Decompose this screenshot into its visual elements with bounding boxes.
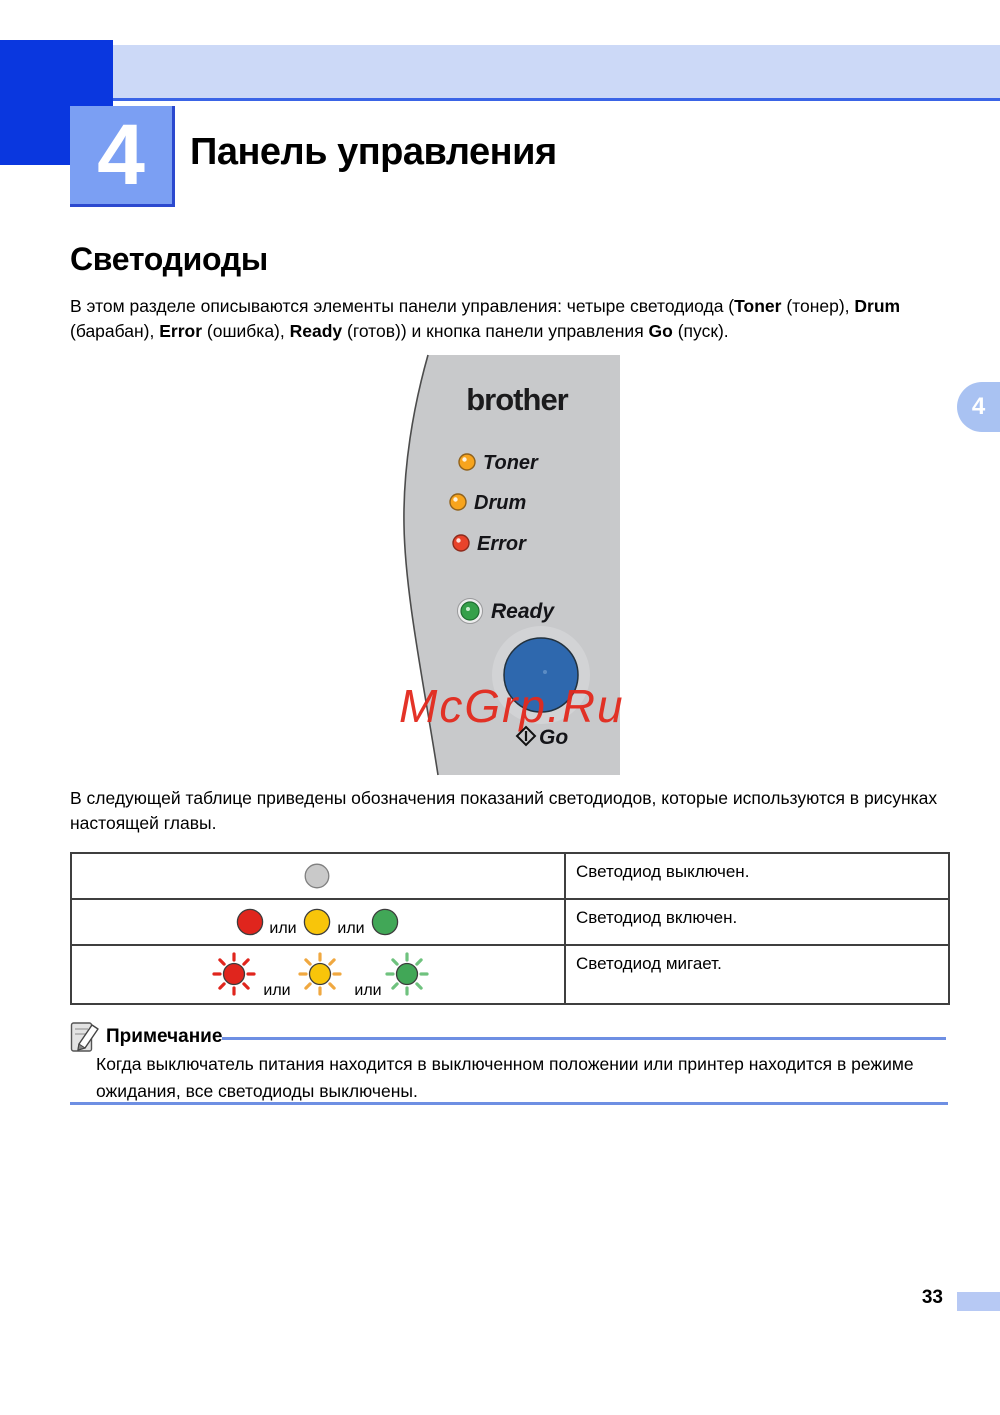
section-heading: Светодиоды [70,241,268,277]
chapter-number-box [70,106,175,207]
note-text: Когда выключатель питания находится в выключенном положении или принтер находится в режиме ожидания, все светодиоды выключены. [96,1054,914,1101]
led-state-meaning: Светодиод включен. [576,908,738,927]
footer-accent-bar [957,1292,1000,1311]
page-number: 33 [921,1287,943,1308]
intro-paragraph: В этом разделе описываются элементы панели управления: четыре светодиода (Toner (тонер), Drum (барабан), Error (ошибка), Ready (готов)) и кнопка панели управления Go (пуск). [70,296,901,341]
side-tab-label: 4 [971,393,986,420]
led-on-symbol-cell [72,900,566,944]
led-legend-table [70,852,950,1005]
led-blink-symbol-cell [72,946,566,1003]
table-intro-paragraph: В следующей таблице приведены обозначения показаний светодиодов, которые используются в рисунках настоящей главы. [70,788,938,833]
or-label: или [263,982,291,999]
control-panel-figure [395,350,630,780]
led-on-yellow-icon [303,908,331,936]
table-row [72,944,948,1003]
led-on-red-icon [236,908,264,936]
led-blink-yellow-icon [298,952,342,996]
brother-logo: brother [466,382,568,417]
led-off-symbol-cell [72,854,566,898]
or-label: или [269,920,297,937]
header-band [113,45,1000,101]
note-icon [70,1020,100,1054]
led-on-green-icon [371,908,399,936]
drum-led [450,494,466,510]
chapter-number: 4 [97,107,145,203]
note-rule-bottom [70,1102,948,1105]
or-label: или [354,982,382,999]
note-rule-top [222,1037,946,1040]
chapter-side-tab [957,382,1000,432]
ready-led-label: Ready [491,600,555,623]
led-state-meaning: Светодиод мигает. [576,954,722,973]
error-led [453,535,469,551]
led-blink-red-icon [212,952,256,996]
led-blink-green-icon [385,952,429,996]
toner-led-label: Toner [483,452,538,474]
or-label: или [337,920,365,937]
led-state-meaning: Светодиод выключен. [576,862,750,881]
go-button-label: Go [539,726,569,749]
note-title: Примечание [106,1026,223,1047]
note-section [70,1018,948,1108]
page-title: Панель управления [190,131,557,173]
drum-led-label: Drum [474,492,527,514]
error-led-label: Error [477,533,526,555]
watermark: McGrp.Ru [399,680,625,732]
table-row [72,898,948,944]
table-row [72,854,948,898]
led-off-icon [304,863,330,889]
toner-led [459,454,475,470]
ready-led [458,599,483,624]
